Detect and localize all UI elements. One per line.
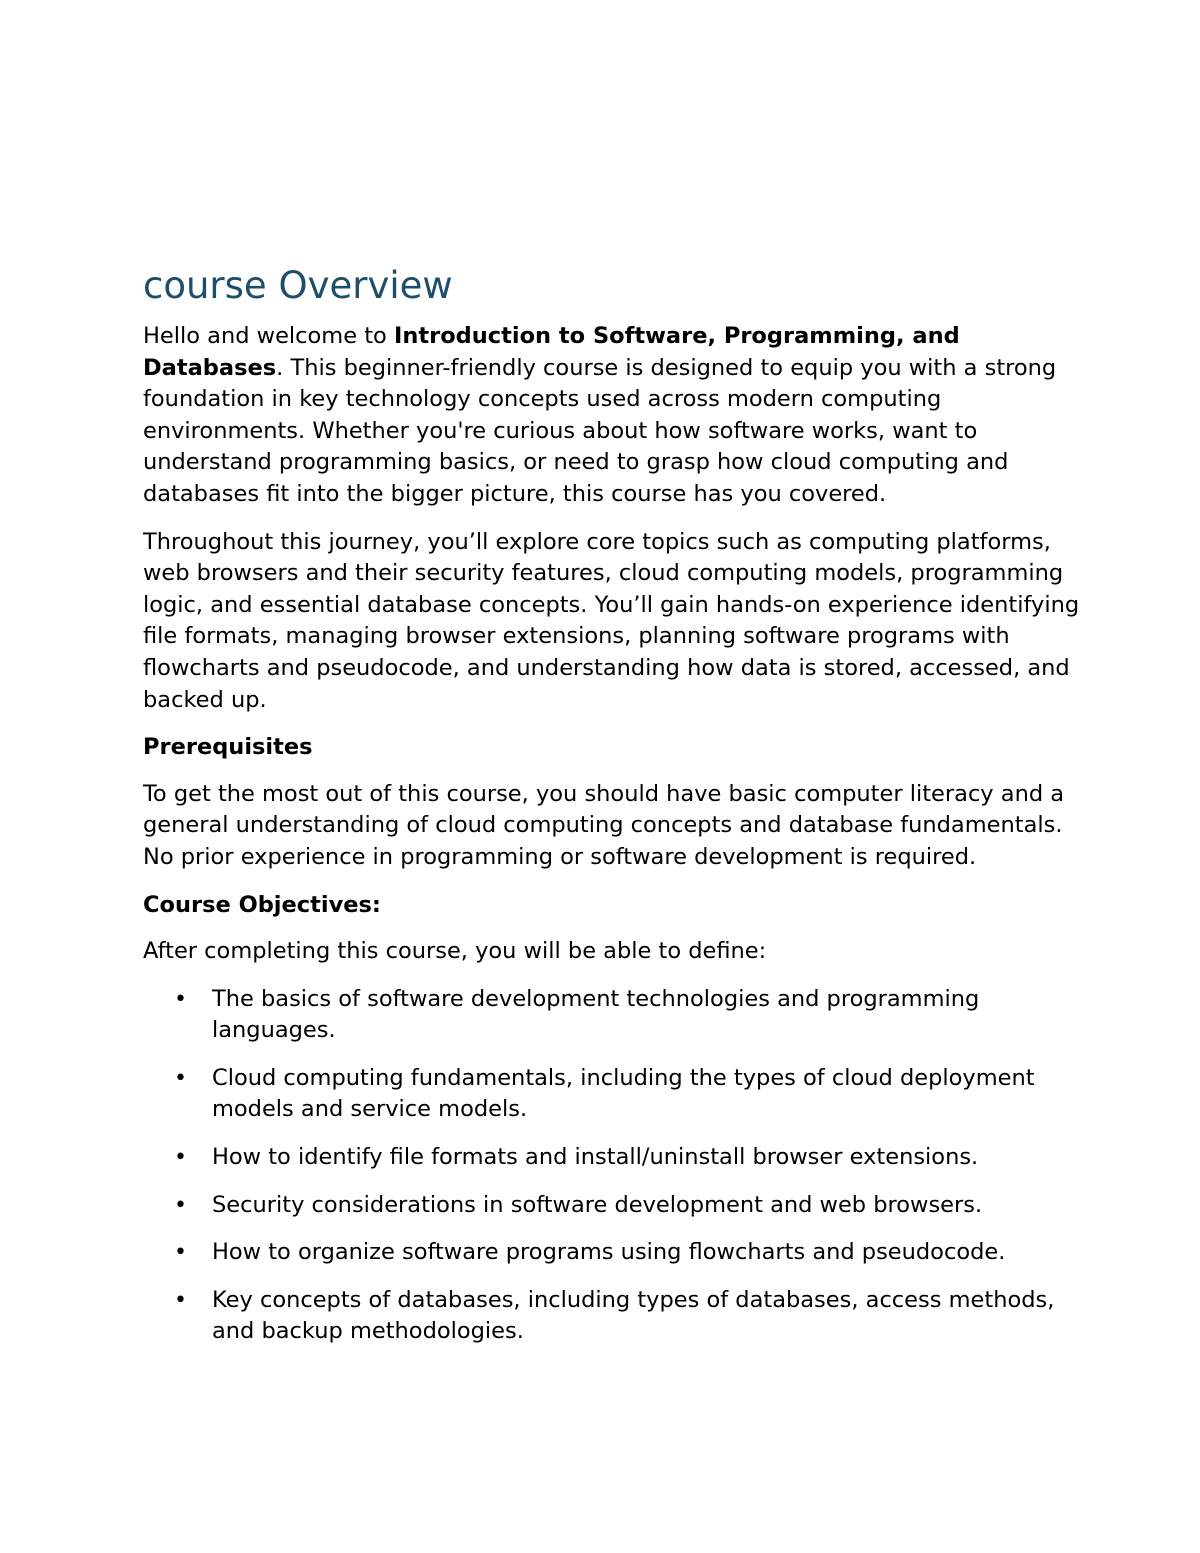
list-item bbox=[143, 984, 1083, 1047]
bullet-icon: • bbox=[174, 1240, 187, 1266]
intro-suffix: . This beginner-friendly course is designed to equip you with a strong foundation in key technology concepts used across modern computing environments. Whether you're curious about how software works, want to understand programming basics, or need to grasp how cloud computing and databases fit into the bigger picture, this course has you covered. bbox=[143, 354, 1057, 507]
document-page bbox=[143, 262, 1083, 1364]
bullet-icon: • bbox=[174, 1192, 187, 1218]
course-name: Introduction to Software, Programming, and Databases bbox=[143, 323, 960, 381]
list-item bbox=[143, 1285, 1083, 1348]
bullet-icon: • bbox=[174, 1287, 187, 1313]
prerequisites-paragraph: To get the most out of this course, you should have basic computer literacy and a general understanding of cloud computing concepts and database fundamentals. No prior experience in programming or software development is required. bbox=[143, 780, 1065, 870]
objective-text: Security considerations in software development and web browsers. bbox=[212, 1191, 983, 1218]
objective-text: The basics of software development technologies and programming languages. bbox=[212, 985, 980, 1044]
list-item bbox=[143, 1237, 1083, 1269]
bullet-icon: • bbox=[174, 1145, 187, 1171]
objective-text: How to organize software programs using flowcharts and pseudocode. bbox=[212, 1239, 1006, 1266]
list-item bbox=[143, 1063, 1083, 1126]
objectives-list bbox=[143, 984, 1083, 1348]
page-title: course Overview bbox=[143, 264, 453, 307]
intro-prefix: Hello and welcome to bbox=[143, 323, 394, 349]
list-item bbox=[143, 1190, 1083, 1222]
objectives-heading: Course Objectives: bbox=[143, 891, 381, 918]
intro-paragraph bbox=[143, 321, 1083, 511]
bullet-icon: • bbox=[174, 1065, 187, 1091]
journey-paragraph: Throughout this journey, you’ll explore core topics such as computing platforms, web browsers and their security features, cloud computing models, programming logic, and essential database concepts. You’ll gain hands-on experience identifying file formats, managing browser extensions, planning software programs with flowcharts and pseudocode, and understanding how data is stored, accessed, and backed up. bbox=[143, 528, 1080, 713]
objectives-intro: After completing this course, you will be able to define: bbox=[143, 938, 767, 965]
objective-text: How to identify file formats and install/uninstall browser extensions. bbox=[212, 1144, 979, 1171]
prerequisites-heading: Prerequisites bbox=[143, 734, 313, 761]
objective-text: Cloud computing fundamentals, including the types of cloud deployment models and service models. bbox=[212, 1064, 1035, 1123]
list-item bbox=[143, 1142, 1083, 1174]
bullet-icon: • bbox=[174, 986, 187, 1012]
objective-text: Key concepts of databases, including types of databases, access methods, and backup methodologies. bbox=[212, 1286, 1055, 1345]
